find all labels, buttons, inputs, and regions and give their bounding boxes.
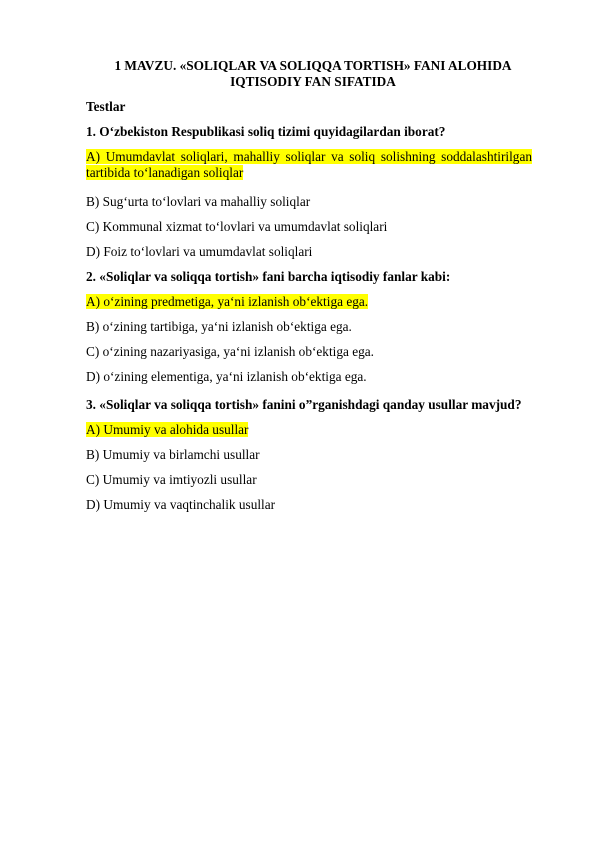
q2-option-a-text: A) o‘zining predmetiga, ya‘ni izlanish ob‘ektiga ega. [86,294,369,309]
title-line-2: IQTISODIY FAN SIFATIDA [230,73,396,89]
q1-option-c: C) Kommunal xizmat to‘lovlari va umumdavlat soliqlari [86,219,388,234]
q3-option-a [86,422,248,438]
section-heading: Testlar [86,99,126,114]
q3-option-d: D) Umumiy va vaqtinchalik usullar [86,497,276,512]
q3-option-a-text: A) Umumiy va alohida usullar [86,422,249,437]
q2-option-c: C) o‘zining nazariyasiga, ya‘ni izlanish ob‘ektiga ega. [86,344,374,359]
document-title [86,58,540,89]
question-3: 3. «Soliqlar va soliqqa tortish» fanini o”rganishdagi qanday usullar mavjud? [86,397,522,412]
q1-option-a [86,149,532,181]
q1-option-a-text: A) Umumdavlat soliqlari, mahalliy soliqlar va soliq solishning soddalashtirilgan tartibida to‘lanadigan soliqlar [86,149,532,180]
title-line-1: 1 MAVZU. «SOLIQLAR VA SOLIQQA TORTISH» FANI ALOHIDA [114,58,512,73]
q3-option-c: C) Umumiy va imtiyozli usullar [86,472,257,487]
q2-option-d: D) o‘zining elementiga, ya‘ni izlanish ob‘ektiga ega. [86,369,367,384]
question-1: 1. O‘zbekiston Respublikasi soliq tizimi quyidagilardan iborat? [86,124,446,139]
question-2: 2. «Soliqlar va soliqqa tortish» fani barcha iqtisodiy fanlar kabi: [86,269,451,284]
q3-option-b: B) Umumiy va birlamchi usullar [86,447,260,462]
q2-option-a [86,294,368,310]
q2-option-b: B) o‘zining tartibiga, ya‘ni izlanish ob‘ektiga ega. [86,319,352,334]
q1-option-d: D) Foiz to‘lovlari va umumdavlat soliqlari [86,244,313,259]
q1-option-b: B) Sug‘urta to‘lovlari va mahalliy soliqlar [86,194,311,209]
